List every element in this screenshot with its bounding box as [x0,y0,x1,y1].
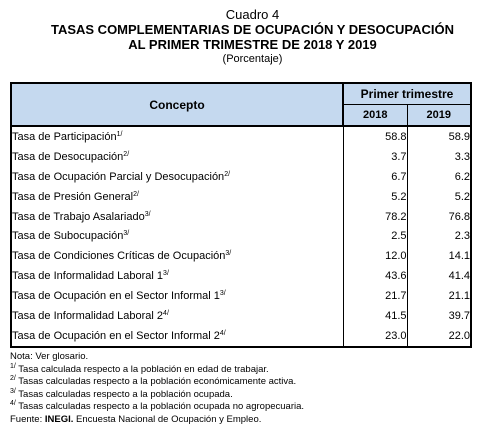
footnote-2: $^{2/}$ Tasas calculadas respecto a la población económicamente activa. [10,375,297,388]
table-row [11,207,471,227]
table-row [11,326,471,347]
row-footnote-mark: 3/ [144,210,151,218]
header-year-2018: 2018 [343,105,407,127]
header-concepto: Concepto [11,83,343,126]
value-2018: 58.8 [343,126,407,147]
row-label: Tasa de Trabajo Asalariado$^{3/}$ [11,207,343,227]
header-primer-trimestre: Primer trimestre [343,83,471,105]
row-label: Tasa de Ocupación Parcial y Desocupación$^{2/}$ [11,167,343,187]
value-2019: 41.4 [407,266,471,286]
row-footnote-mark: 4/ [219,329,226,337]
row-label: Tasa de Ocupación en el Sector Informal $1^{3/}$ [11,286,343,306]
value-2019: 14.1 [407,246,471,266]
value-2019: 22.0 [407,326,471,347]
table-row [11,306,471,326]
row-footnote-mark: 4/ [163,309,169,317]
footnote-1: $^{1/}$ Tasa calculada respecto a la población en edad de trabajar. [10,362,269,375]
table-row [11,226,471,246]
table-row [11,187,471,207]
value-2018: 3.7 [343,147,407,167]
value-2018: 43.6 [343,266,407,286]
value-2019: 2.3 [407,226,471,246]
table-row [11,126,471,147]
row-label: Tasa de Desocupación$^{2/}$ [11,147,343,167]
value-2018: 5.2 [343,187,407,207]
table-row [11,266,471,286]
table-title-line-2: AL PRIMER TRIMESTRE DE 2018 Y 2019 [128,37,377,52]
table-number: Cuadro 4 [225,7,280,22]
row-label: Tasa de Presión General$^{2/}$ [11,187,343,207]
value-2018: 78.2 [343,207,407,227]
footnote-4: $^{4/}$ Tasas calculadas respecto a la población ocupada no agropecuaria. [10,400,305,413]
row-footnote-mark: 3/ [225,250,232,258]
value-2019: 6.2 [407,167,471,187]
row-footnote-mark: 3/ [123,230,130,238]
value-2019: 21.1 [407,286,471,306]
value-2018: 12.0 [343,246,407,266]
value-2018: 23.0 [343,326,407,347]
table-row [11,147,471,167]
row-footnote-mark: 3/ [163,270,169,278]
rates-table [10,82,472,348]
row-label: Tasa de Informalidad Laboral $1^{3/}$ [11,266,343,286]
note-glosario: Nota: Ver glosario. [10,351,89,362]
row-label: Tasa de Participación$^{1/}$ [11,126,343,147]
source-line: Fuente: INEGI. Encuesta Nacional de Ocupación y Empleo. [10,413,262,425]
row-footnote-mark: 2/ [133,190,139,198]
row-label: Tasa de Ocupación en el Sector Informal $2^{4/}$ [11,326,343,347]
footnote-3: $^{3/}$ Tasas calculadas respecto a la población ocupada. [10,387,233,400]
table-unit: (Porcentaje) [222,53,283,65]
table-row [11,246,471,266]
table-title-line-1: TASAS COMPLEMENTARIAS DE OCUPACIÓN Y DESOCUPACIÓN [50,22,455,37]
value-2018: 21.7 [343,286,407,306]
row-label: Tasa de Informalidad Laboral $2^{4/}$ [11,306,343,326]
value-2019: 3.3 [407,147,471,167]
table-notes [10,351,470,427]
value-2019: 5.2 [407,187,471,207]
value-2019: 76.8 [407,207,471,227]
table-row [11,167,471,187]
row-footnote-mark: 3/ [219,290,226,298]
table-title-block [0,7,477,66]
value-2018: 6.7 [343,167,407,187]
value-2018: 41.5 [343,306,407,326]
row-footnote-mark: 1/ [116,130,123,138]
row-footnote-mark: 2/ [224,170,231,178]
value-2019: 39.7 [407,306,471,326]
row-label: Tasa de Subocupación$^{3/}$ [11,226,343,246]
value-2019: 58.9 [407,126,471,147]
header-year-2019: 2019 [407,105,471,127]
row-label: Tasa de Condiciones Críticas de Ocupación$^{3/}$ [11,246,343,266]
row-footnote-mark: 2/ [123,150,130,158]
value-2018: 2.5 [343,226,407,246]
table-row [11,286,471,306]
